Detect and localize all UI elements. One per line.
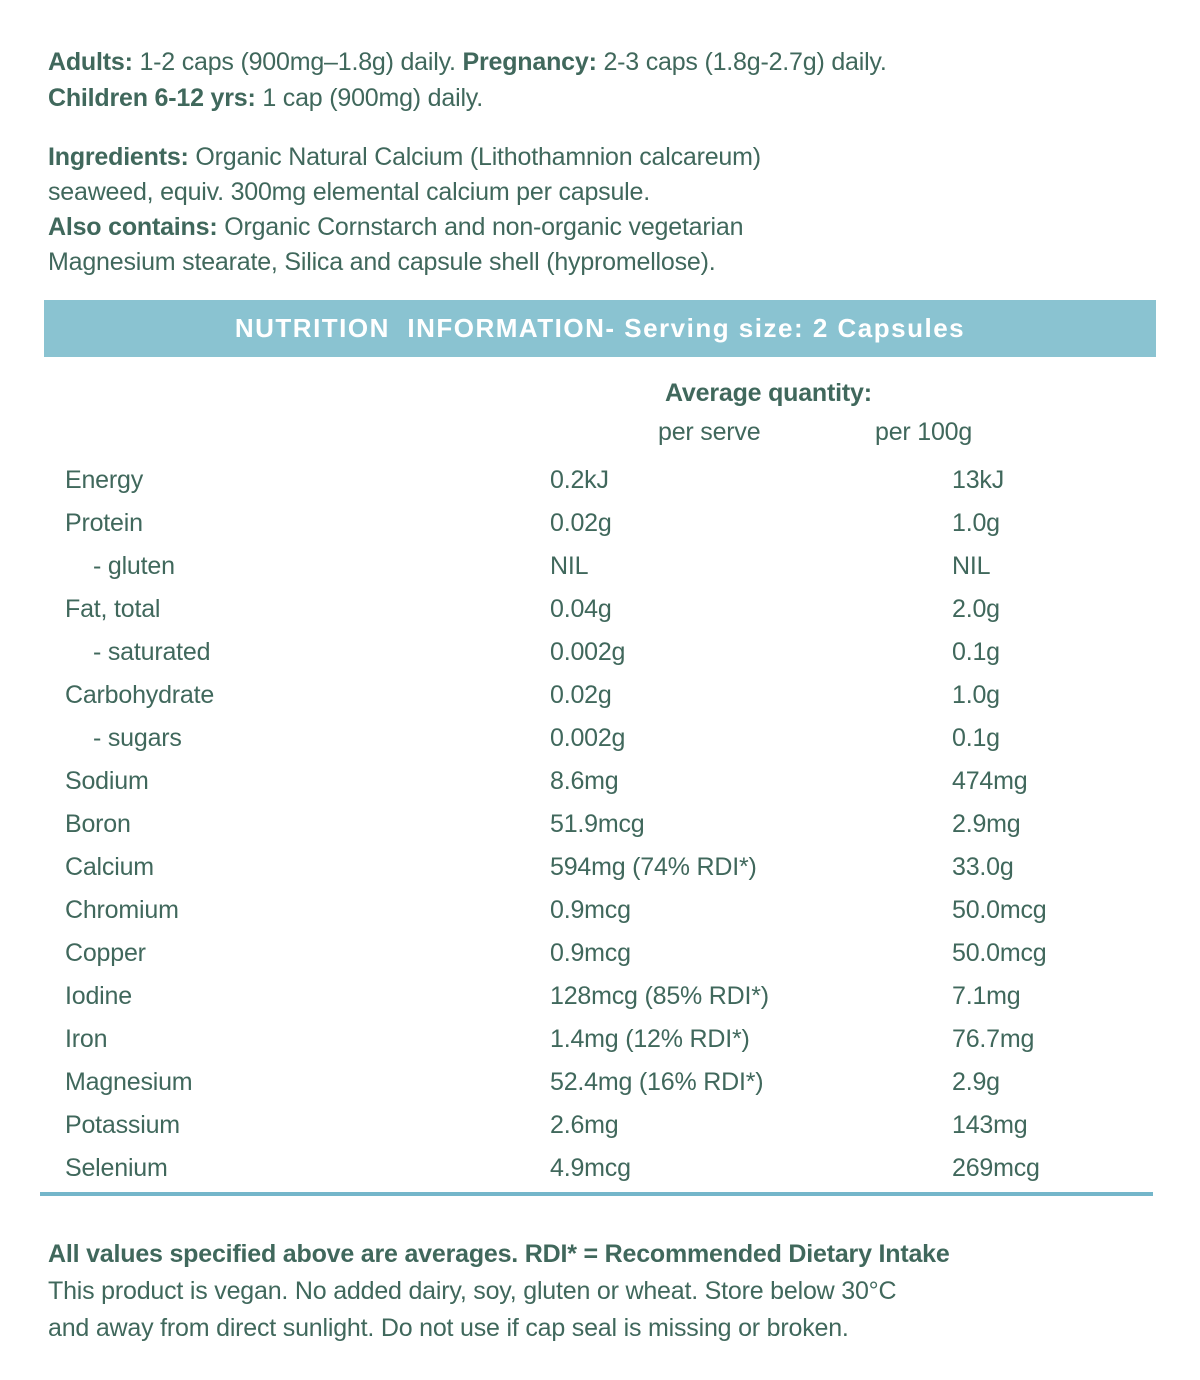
table-row [65,588,1153,631]
ingredients-label: Ingredients: [48,143,189,171]
row-label: Copper [65,939,146,967]
also-contains-label: Also contains: [48,213,218,241]
row-per-serve: 128mcg (85% RDI*) [550,982,769,1010]
dosage-children-label: Children 6-12 yrs: [48,84,256,112]
table-row [65,760,1153,803]
row-per-serve: 52.4mg (16% RDI*) [550,1068,764,1096]
row-per-100g: 13kJ [952,466,1005,494]
dosage-adults-text: 1-2 caps (900mg–1.8g) daily. [132,48,463,76]
nutrition-table [65,371,1153,1190]
table-bottom-divider [40,1192,1153,1196]
nutrition-information-header-bar [44,300,1156,357]
dosage-directions [48,44,1152,116]
footer-storage-note: and away from direct sunlight. Do not use if cap seal is missing or broken. [48,1314,849,1342]
per-serve-column-heading: per serve [658,418,761,446]
row-label: - sugars [93,724,182,752]
row-per-100g: 76.7mg [952,1025,1035,1053]
nutrition-information-title: NUTRITION INFORMATION- Serving size: 2 Capsules [234,313,966,343]
row-label: Sodium [65,767,149,795]
footer-vegan-note: This product is vegan. No added dairy, soy, gluten or wheat. Store below 30°C [48,1277,897,1305]
row-label: Iodine [65,982,132,1010]
row-per-serve: 0.9mcg [550,896,631,924]
nutrition-table-header [65,371,1153,459]
ingredients-block [48,140,1152,280]
ingredients-text-line2: seaweed, equiv. 300mg elemental calcium per capsule. [48,178,650,206]
row-per-100g: 2.0g [952,595,1000,623]
row-label: Selenium [65,1154,168,1182]
row-per-100g: NIL [952,552,991,580]
footer-averages-note: All values specified above are averages. RDI* = Recommended Dietary Intake [48,1240,950,1268]
row-per-serve: 51.9mcg [550,810,645,838]
table-row [65,459,1153,502]
row-label: - gluten [93,552,175,580]
row-per-serve: 4.9mcg [550,1154,631,1182]
row-per-serve: 0.2kJ [550,466,609,494]
row-label: Carbohydrate [65,681,215,709]
row-per-100g: 7.1mg [952,982,1021,1010]
table-row [65,1147,1153,1190]
table-row [65,1061,1153,1104]
row-label: Potassium [65,1111,180,1139]
table-row [65,631,1153,674]
row-per-100g: 2.9g [952,1068,1000,1096]
row-per-serve: NIL [550,552,589,580]
row-label: Calcium [65,853,154,881]
row-per-serve: 0.002g [550,638,626,666]
row-per-100g: 1.0g [952,509,1000,537]
footer-notes [48,1236,1152,1347]
row-per-100g: 1.0g [952,681,1000,709]
dosage-children-text: 1 cap (900mg) daily. [255,84,483,112]
row-per-100g: 2.9mg [952,810,1021,838]
row-label: Boron [65,810,131,838]
row-label: Iron [65,1025,108,1053]
dosage-pregnancy-label: Pregnancy: [462,48,597,76]
average-quantity-heading: Average quantity: [665,379,872,407]
row-per-serve: 594mg (74% RDI*) [550,853,757,881]
row-per-100g: 50.0mcg [952,939,1047,967]
row-per-serve: 8.6mg [550,767,619,795]
table-row [65,717,1153,760]
row-per-serve: 0.02g [550,681,612,709]
row-label: Protein [65,509,143,537]
row-label: - saturated [93,638,211,666]
row-label: Magnesium [65,1068,193,1096]
row-per-100g: 0.1g [952,638,1000,666]
table-row [65,1104,1153,1147]
nutrition-table-body [65,459,1153,1190]
dosage-adults-label: Adults: [48,48,133,76]
table-row [65,846,1153,889]
also-contains-line1: Organic Cornstarch and non-organic vegetarian [217,213,744,241]
table-row [65,545,1153,588]
row-label: Chromium [65,896,179,924]
per-100g-column-heading: per 100g [875,418,973,446]
dosage-pregnancy-text: 2-3 caps (1.8g-2.7g) daily. [596,48,887,76]
table-row [65,932,1153,975]
row-per-100g: 0.1g [952,724,1000,752]
table-row [65,803,1153,846]
table-row [65,1018,1153,1061]
row-label: Fat, total [65,595,161,623]
row-per-serve: 0.04g [550,595,612,623]
table-row [65,674,1153,717]
row-per-100g: 50.0mcg [952,896,1047,924]
also-contains-line2: Magnesium stearate, Silica and capsule shell (hypromellose). [48,248,716,276]
row-per-serve: 0.02g [550,509,612,537]
row-per-serve: 0.002g [550,724,626,752]
row-per-100g: 143mg [952,1111,1028,1139]
row-per-100g: 269mcg [952,1154,1040,1182]
table-row [65,502,1153,545]
row-per-100g: 33.0g [952,853,1014,881]
table-row [65,975,1153,1018]
ingredients-text-line1: Organic Natural Calcium (Lithothamnion calcareum) [188,143,761,171]
row-label: Energy [65,466,144,494]
row-per-serve: 1.4mg (12% RDI*) [550,1025,750,1053]
row-per-serve: 0.9mcg [550,939,631,967]
row-per-100g: 474mg [952,767,1028,795]
table-row [65,889,1153,932]
row-per-serve: 2.6mg [550,1111,619,1139]
